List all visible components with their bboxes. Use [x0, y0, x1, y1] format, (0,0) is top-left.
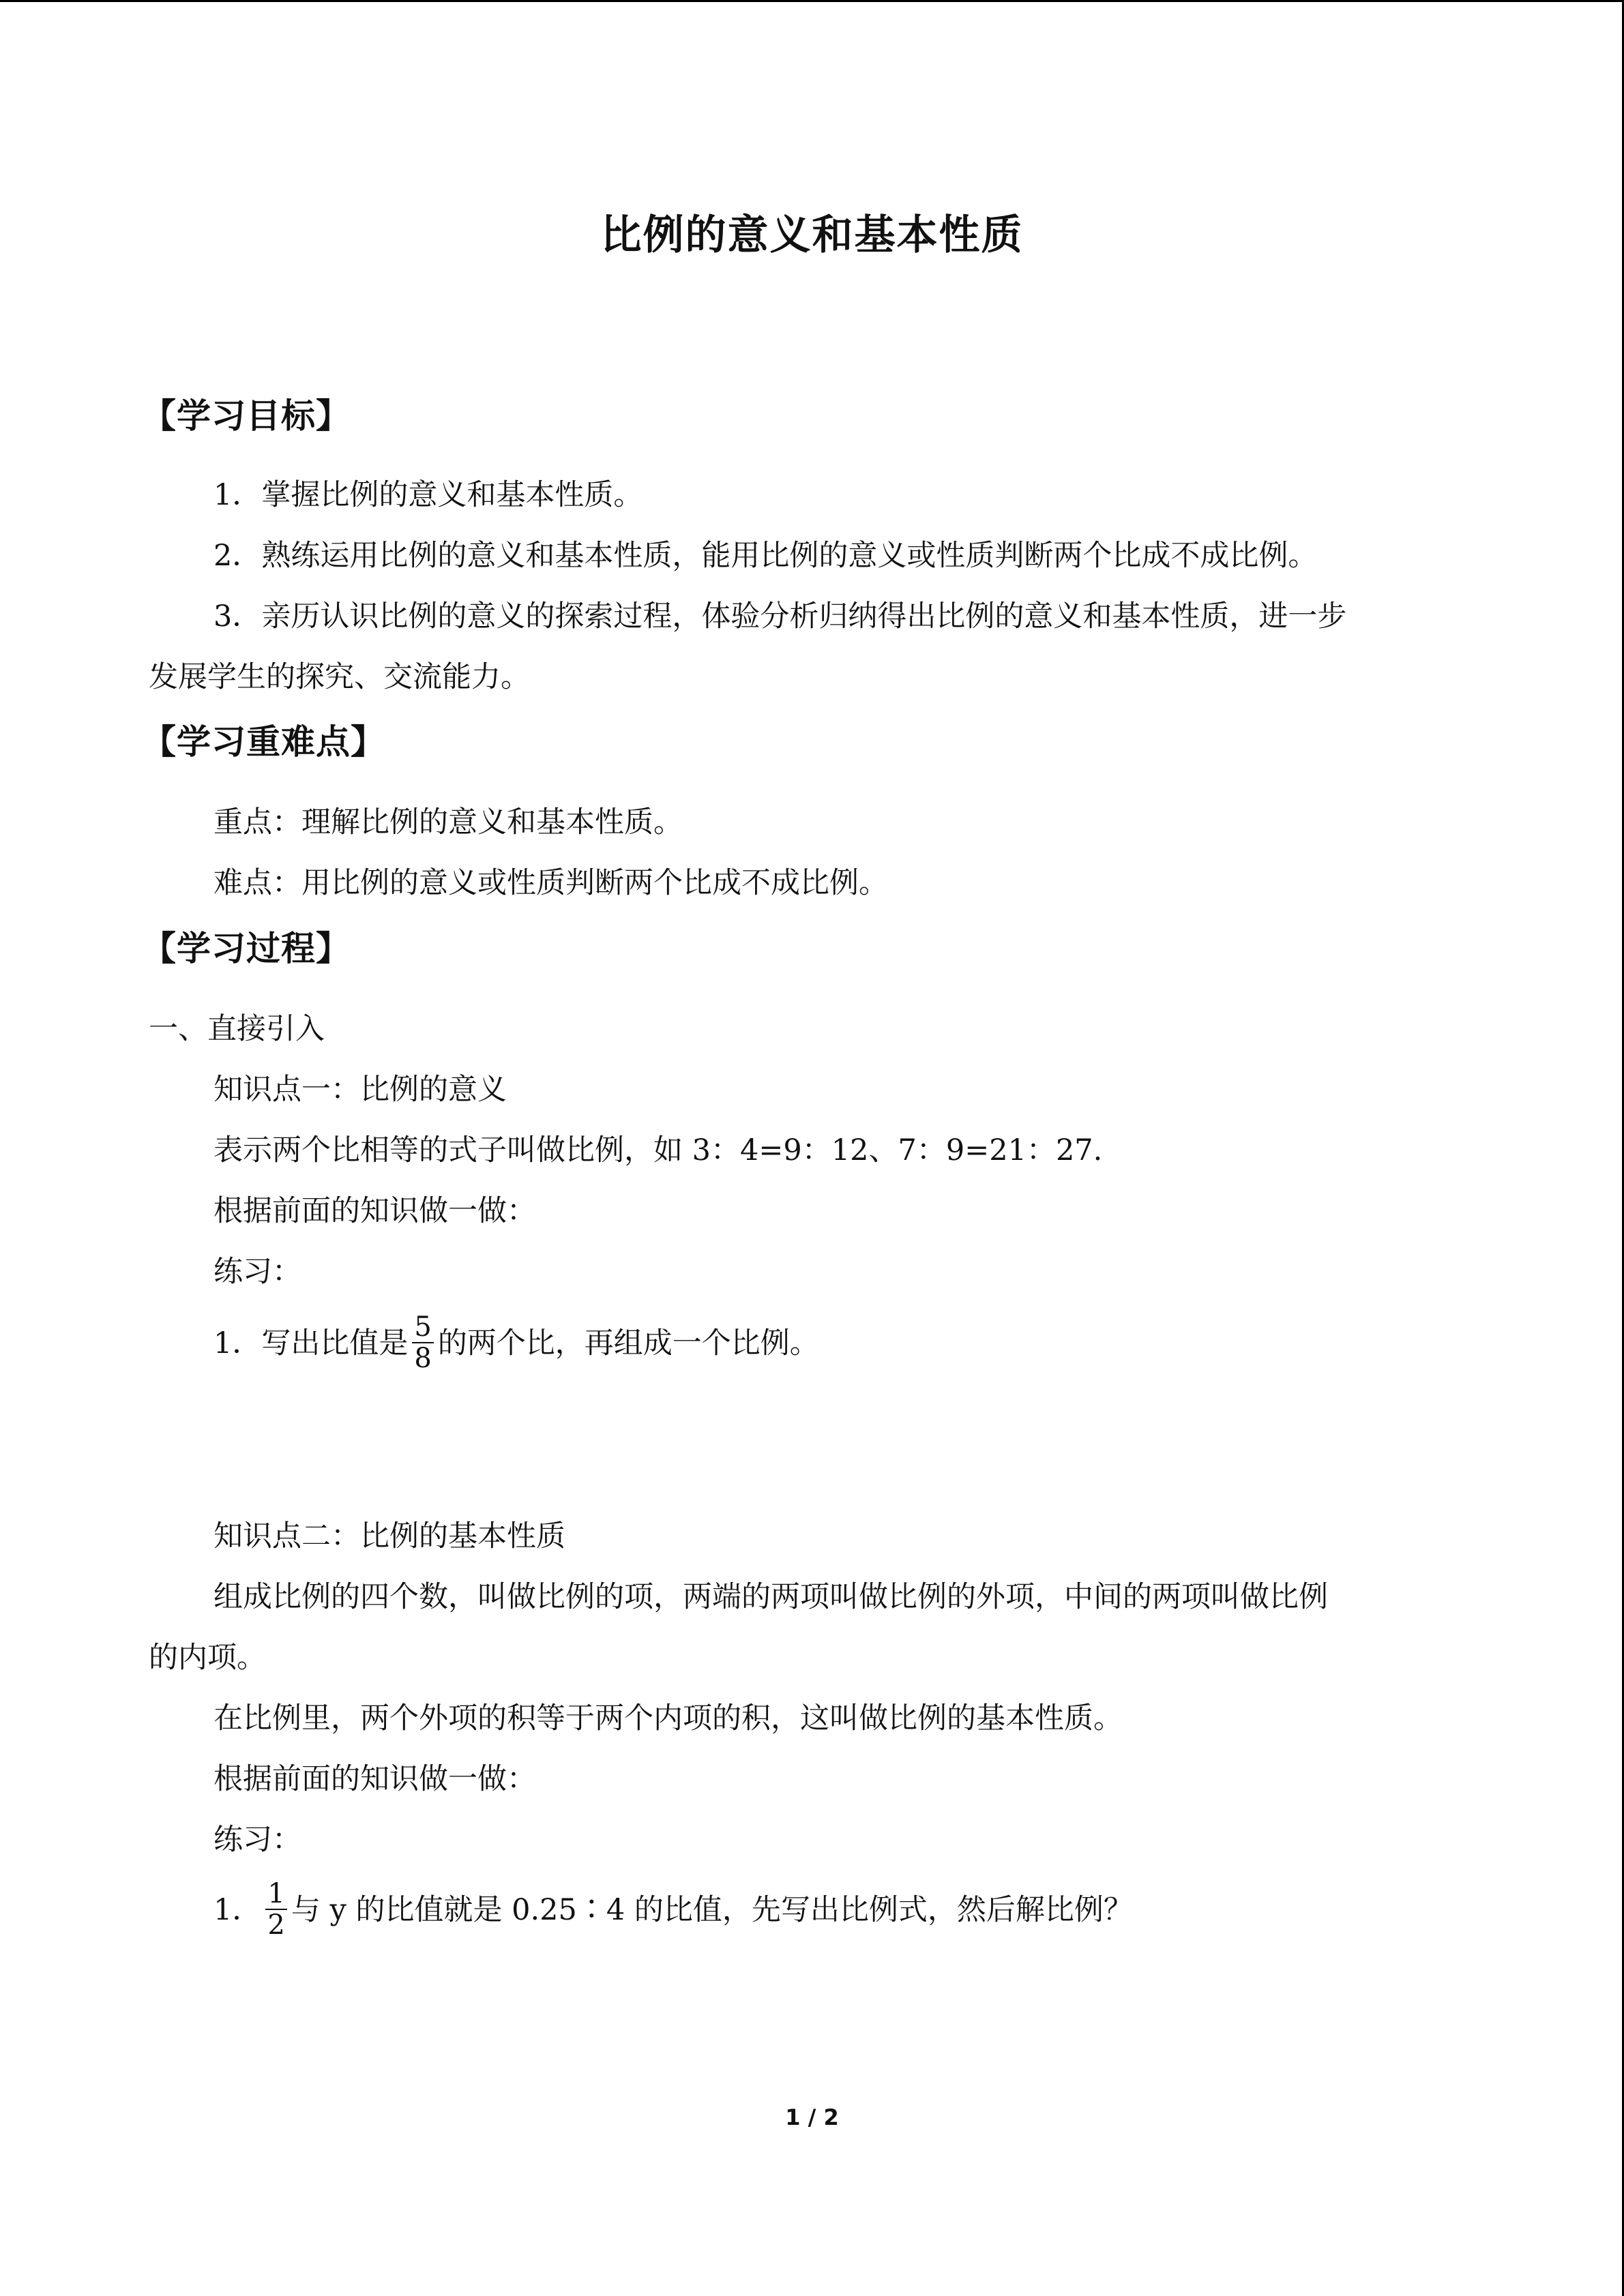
question-1-prefix: 1． — [213, 1893, 262, 1927]
fraction-numerator: 5 — [412, 1312, 433, 1343]
knowledge-point-1-title: 知识点一：比例的意义 — [213, 1073, 507, 1107]
knowledge-point-2-title: 知识点二：比例的基本性质 — [213, 1519, 565, 1553]
fraction-denominator: 2 — [267, 1909, 285, 1941]
goal-item-3-continued: 发展学生的探究、交流能力。 — [149, 660, 530, 694]
question-1-suffix: 的两个比，再组成一个比例。 — [437, 1326, 819, 1360]
fraction — [412, 1312, 433, 1373]
page-number: 1 / 2 — [785, 2104, 839, 2130]
knowledge-point-1-prompt: 根据前面的知识做一做： — [213, 1194, 536, 1228]
key-point-focus: 重点：理解比例的意义和基本性质。 — [213, 805, 683, 839]
goal-item-1: 1．掌握比例的意义和基本性质。 — [213, 478, 643, 512]
heading-learning-process: 【学习过程】 — [142, 929, 351, 968]
knowledge-point-2-definition-line-2: 的内项。 — [149, 1641, 266, 1675]
key-point-difficulty: 难点：用比例的意义或性质判断两个比成不成比例。 — [213, 866, 888, 900]
page-title: 比例的意义和基本性质 — [600, 211, 1024, 259]
question-1-prefix: 1．写出比值是 — [213, 1326, 409, 1360]
knowledge-point-2-property: 在比例里，两个外项的积等于两个内项的积，这叫做比例的基本性质。 — [213, 1701, 1123, 1735]
goal-item-3: 3．亲历认识比例的意义的探索过程，体验分析归纳得出比例的意义和基本性质，进一步 — [213, 599, 1347, 633]
knowledge-point-2-prompt: 根据前面的知识做一做： — [213, 1762, 536, 1796]
knowledge-point-2-practice-label: 练习： — [213, 1823, 301, 1857]
knowledge-point-2-definition-line-1: 组成比例的四个数，叫做比例的项，两端的两项叫做比例的外项，中间的两项叫做比例 — [213, 1580, 1328, 1614]
knowledge-point-1-practice-label: 练习： — [213, 1255, 301, 1289]
knowledge-point-1-question-1 — [213, 1311, 819, 1376]
heading-key-points: 【学习重难点】 — [142, 722, 385, 762]
heading-learning-goals: 【学习目标】 — [142, 396, 351, 436]
fraction-denominator: 8 — [414, 1343, 432, 1374]
knowledge-point-2-question-1 — [213, 1878, 1133, 1943]
knowledge-point-1-definition: 表示两个比相等的式子叫做比例，如 3：4=9：12、7：9=21：27. — [213, 1133, 1103, 1167]
question-1-suffix: 与 y 的比值就是 0.25∶4 的比值，先写出比例式，然后解比例？ — [291, 1893, 1133, 1927]
fraction — [265, 1879, 286, 1940]
goal-item-2: 2．熟练运用比例的意义和基本性质，能用比例的意义或性质判断两个比成不成比例。 — [213, 539, 1318, 573]
part-one-title: 一、直接引入 — [149, 1012, 325, 1046]
fraction-numerator: 1 — [265, 1879, 286, 1910]
